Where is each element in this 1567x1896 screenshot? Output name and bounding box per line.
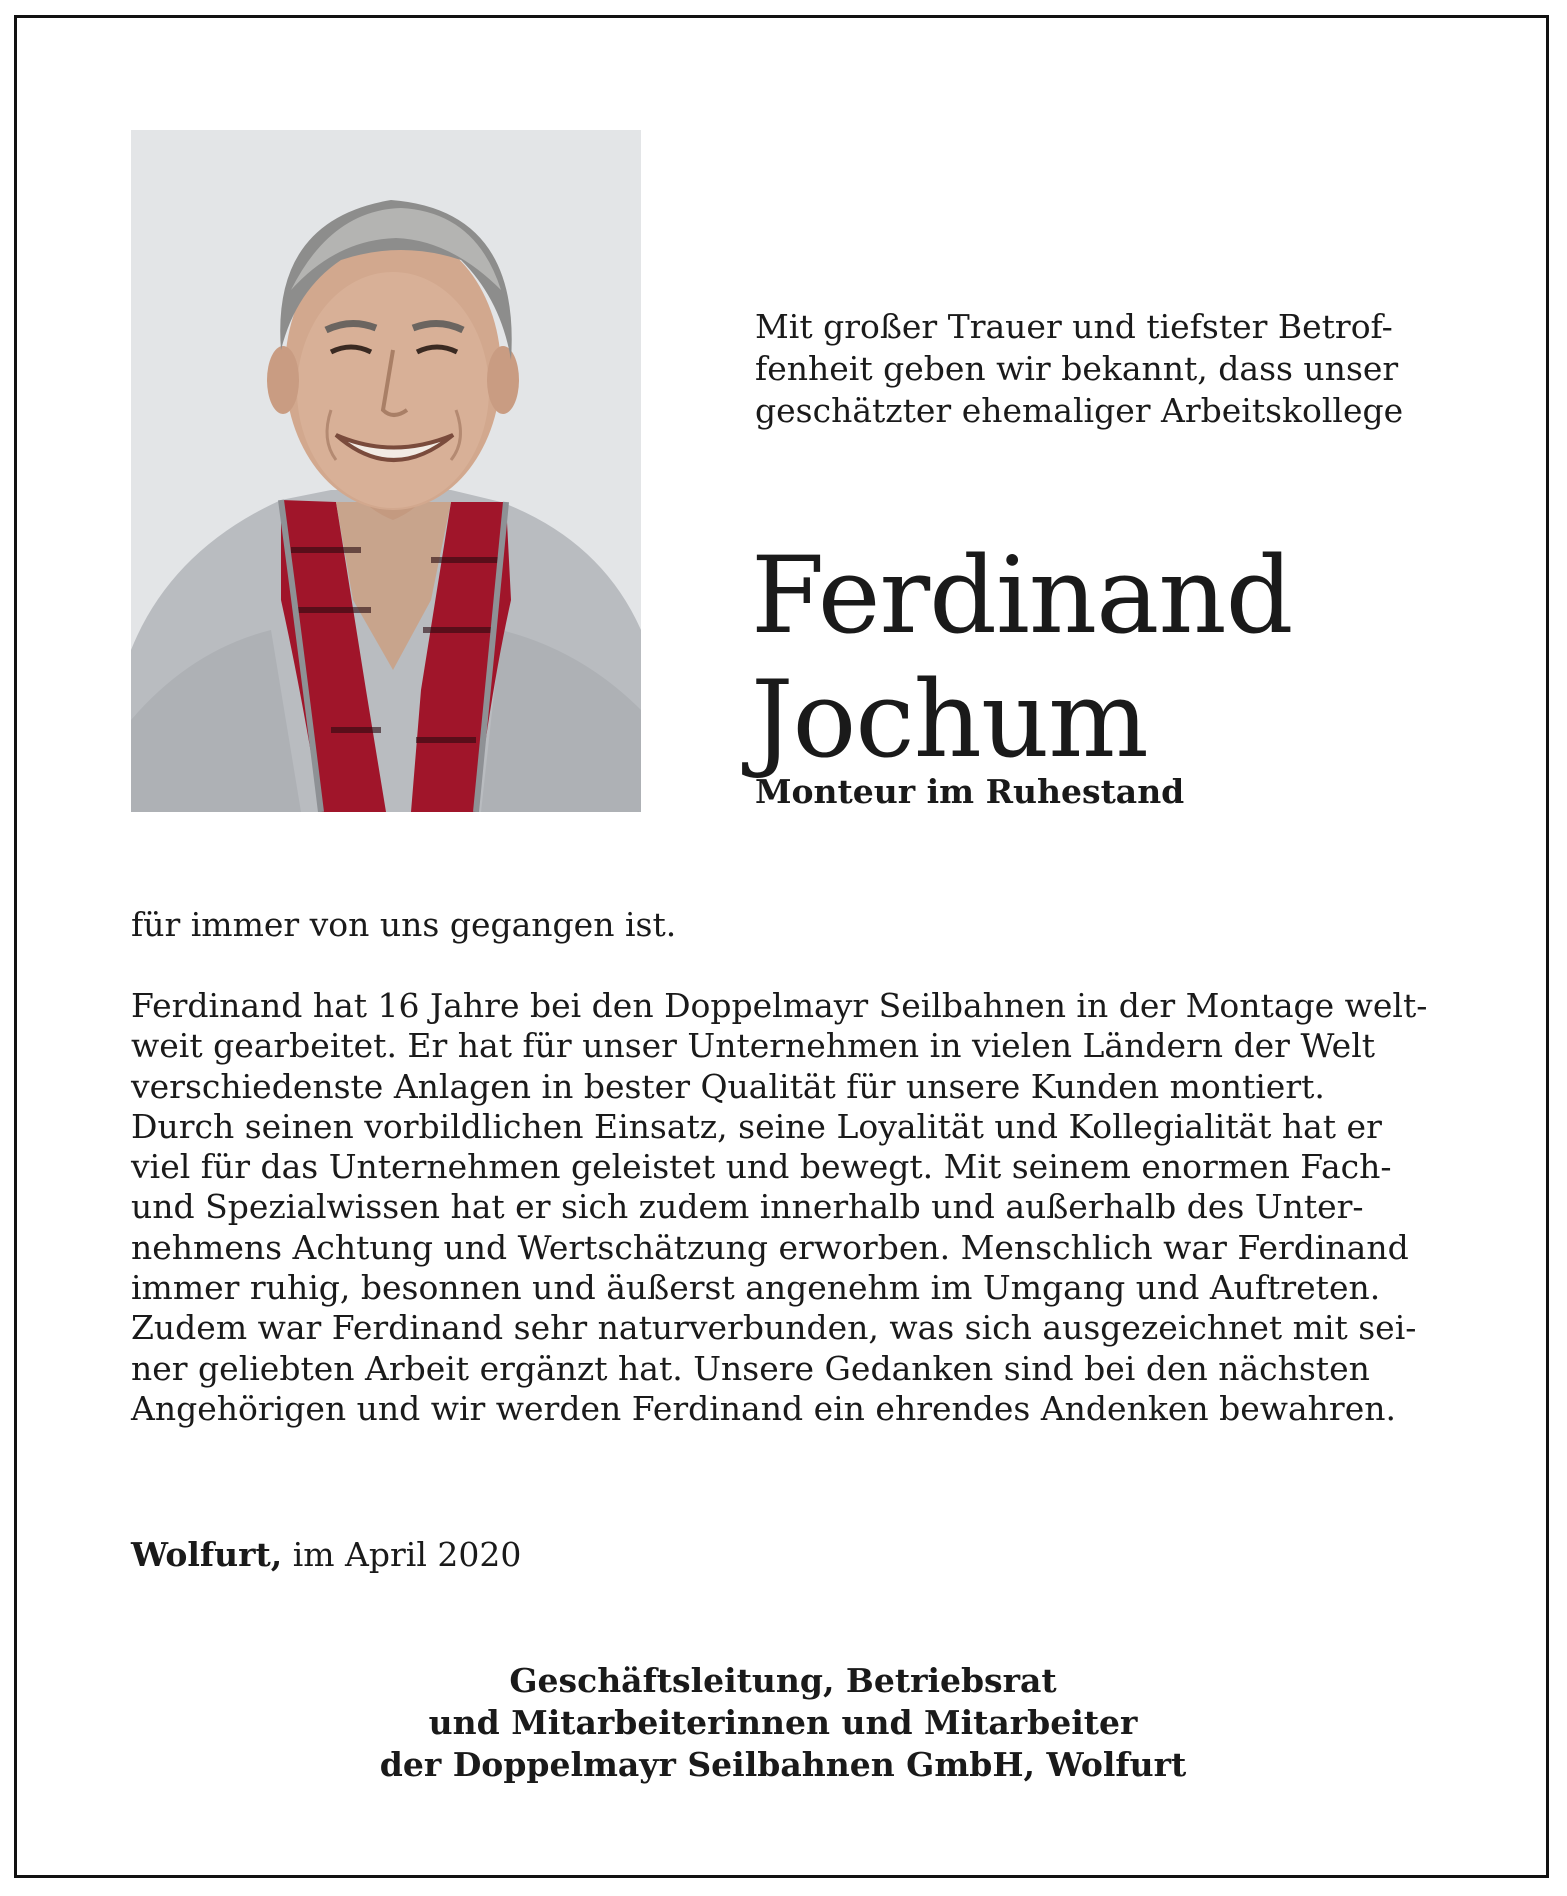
place-name: Wolfurt, (131, 1535, 283, 1574)
portrait-photo (131, 130, 641, 812)
signature-block (131, 1660, 1435, 1786)
signature-line: und Mitarbeiterinnen und Mitarbeiter (428, 1703, 1138, 1742)
deceased-last-name: Jochum (751, 658, 1148, 781)
deceased-role: Monteur im Ruhestand (755, 772, 1185, 811)
deceased-first-name: Ferdinand (751, 534, 1293, 657)
place-date-line (131, 1535, 521, 1575)
date-text: im April 2020 (282, 1535, 522, 1574)
continuation-text: für immer von uns gegangen ist. (131, 905, 677, 944)
deceased-name (751, 534, 1451, 782)
signature-line: der Doppelmayr Seilbahnen GmbH, Wolfurt (379, 1745, 1187, 1784)
tribute-paragraph: Ferdinand hat 16 Jahre bei den Doppelmayr Seilbahnen in der Montage welt- weit gearbeitet. Er hat für unser Unternehmen in vielen Ländern der Welt verschiedenste Anlagen in bester Qualität für unsere Kunden montiert. Durch seinen vorbildlichen Einsatz, seine Loyalität und Kollegialität hat er viel für das Unternehmen geleistet und bewegt. Mit seinem enormen Fach- und Spezialwissen hat er sich zudem innerhalb und außerhalb des Unter- nehmens Achtung und Wertschätzung erworben. Menschlich war Ferdinand immer ruhig, besonnen und äußerst angenehm im Umgang und Auftreten. Zudem war Ferdinand sehr naturverbunden, was sich ausgezeichnet mit sei- ner geliebten Arbeit ergänzt hat. Unsere Gedanken sind bei den nächsten Angehörigen und wir werden Ferdinand ein ehrendes Andenken bewahren. (131, 986, 1428, 1428)
signature-line: Geschäftsleitung, Betriebsrat (509, 1661, 1057, 1700)
intro-text: Mit großer Trauer und tiefster Betrof- fenheit geben wir bekannt, dass unser geschätzter ehemaliger Arbeitskollege (755, 307, 1404, 430)
